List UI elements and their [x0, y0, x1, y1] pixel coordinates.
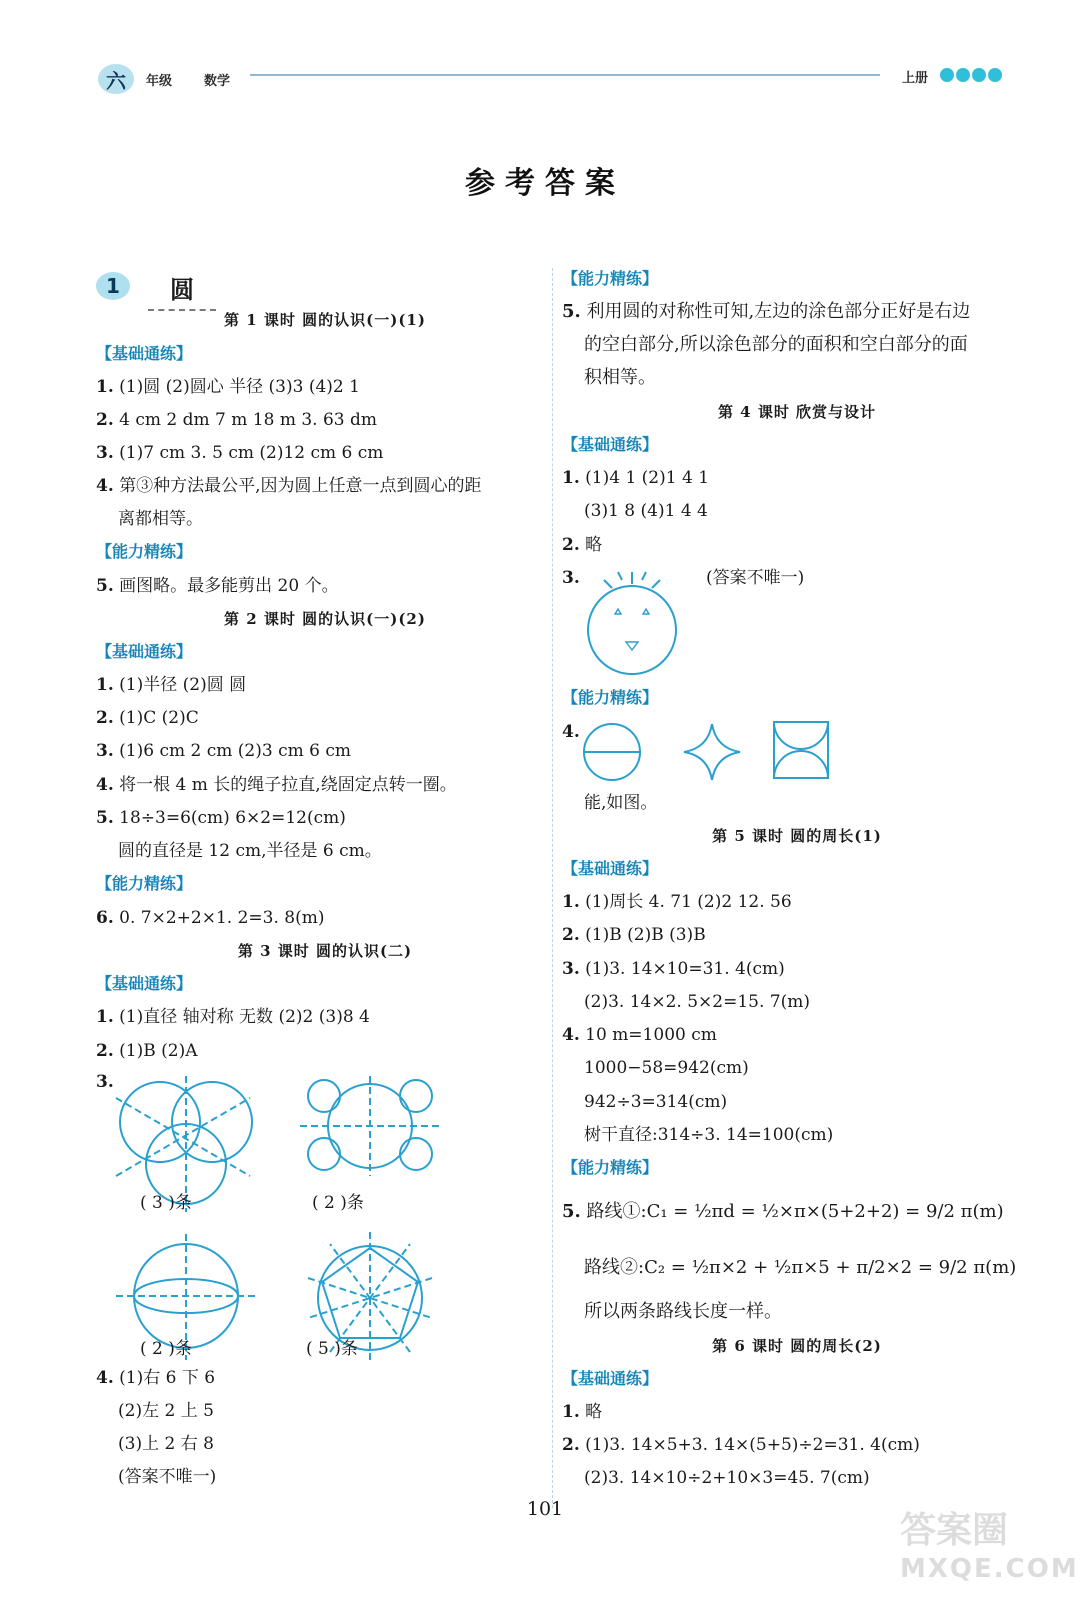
- answer-line: [96, 574, 339, 598]
- answer-text: 树干直径:314÷3. 14=100(cm): [584, 1125, 834, 1145]
- answer-text: 利用圆的对称性可知,左边的涂色部分正好是右边: [586, 301, 971, 322]
- answer-line: [96, 739, 351, 763]
- section-basic: 【基础通练】: [562, 435, 659, 454]
- answer-text: (答案不唯一): [118, 1467, 217, 1487]
- watermark-text: 答案圈: [900, 1510, 1009, 1551]
- answer-text: (1)周长 4. 71 (2)2 12. 56: [585, 892, 792, 912]
- answer-text: 0. 7×2+2×1. 2=3. 8(m): [119, 908, 325, 928]
- answer-text: 10 m=1000 cm: [585, 1025, 717, 1045]
- section-heading: 【基础通练】: [96, 642, 193, 661]
- answer-text: 画图略。最多能剪出 20 个。: [119, 576, 339, 596]
- q-number: 2.: [96, 1041, 114, 1061]
- answer-text: (1)B (2)A: [119, 1041, 198, 1061]
- five-circles-figure: [300, 1076, 442, 1176]
- volume-label: 上册: [902, 71, 929, 86]
- watermark-url: MXQE.COM: [900, 1554, 1079, 1584]
- answer-text: 1000−58=942(cm): [584, 1058, 749, 1078]
- answer-text: 的空白部分,所以涂色部分的面积和空白部分的面: [584, 334, 968, 355]
- q-number: 2.: [562, 925, 580, 945]
- answer-line: [96, 1039, 198, 1063]
- fig3-number: 3.: [96, 1072, 114, 1092]
- answer-line: [96, 1432, 214, 1456]
- q-number: 1.: [96, 377, 114, 397]
- section-heading: 【能力精练】: [96, 874, 193, 893]
- answer-line: [96, 375, 360, 399]
- answer-line: [96, 1465, 216, 1489]
- answer-text: (3)上 2 右 8: [118, 1434, 214, 1454]
- answer-line: [96, 1399, 214, 1423]
- header-rule: [250, 74, 880, 76]
- q-number: 4.: [562, 1025, 580, 1045]
- answer-line: [96, 1005, 370, 1029]
- watermark-logo: [900, 1512, 1079, 1588]
- q-number: 2.: [96, 410, 114, 430]
- answer-text: 4 cm 2 dm 7 m 18 m 3. 63 dm: [119, 410, 378, 430]
- grade-badge: 六: [98, 64, 134, 94]
- answer-text: (1)直径 轴对称 无数 (2)2 (3)8 4: [119, 1007, 370, 1027]
- symmetry-figures: [110, 1076, 530, 1376]
- answer-text: 18÷3=6(cm) 6×2=12(cm): [119, 808, 346, 828]
- q-number: 3.: [562, 568, 580, 588]
- grade-label: 年级: [146, 74, 173, 89]
- q-number: 5.: [96, 808, 114, 828]
- answer-text: (2)3. 14×10÷2+10×3=45. 7(cm): [584, 1468, 870, 1488]
- answer-text: (1)圆 (2)圆心 半径 (3)3 (4)2 1: [119, 377, 360, 397]
- unit-title: 圆: [148, 270, 216, 311]
- answer-line: [96, 408, 377, 432]
- answer-line: [96, 773, 457, 797]
- answer-text: (1)半径 (2)圆 圆: [119, 675, 247, 695]
- answer-text: (1)7 cm 3. 5 cm (2)12 cm 6 cm: [119, 443, 384, 463]
- section-ability-3: 【能力精练】: [562, 1158, 659, 1177]
- answer-text: 积相等。: [584, 367, 656, 388]
- formula-route-1: 路线①:C₁ = ½πd = ½×π×(5+2+2) = 9/2 π(m): [586, 1201, 1004, 1222]
- answer-line: [96, 441, 383, 465]
- page-number: 101: [526, 1498, 564, 1520]
- q-number: 5.: [562, 1201, 581, 1222]
- section-basic: 【基础通练】: [562, 1369, 659, 1388]
- q-number: 5.: [562, 301, 581, 322]
- answer-text: (3)1 8 (4)1 4 4: [584, 501, 708, 521]
- fig3-caption-1: ( 3 )条: [140, 1193, 192, 1213]
- answer-line: [562, 957, 785, 981]
- q-number: 4.: [96, 1368, 114, 1388]
- section-heading: 【基础通练】: [96, 974, 193, 993]
- answer-note: (答案不唯一): [706, 568, 805, 588]
- q-number: 2.: [562, 1435, 580, 1455]
- answer-line: [562, 1056, 749, 1080]
- answer-line: [562, 1466, 870, 1490]
- page-title: 参考答案: [465, 166, 625, 201]
- answer-line: [96, 806, 346, 830]
- section-basic: 【基础通练】: [562, 859, 659, 878]
- q-number: 3.: [562, 959, 580, 979]
- section-heading: 【能力精练】: [96, 542, 193, 561]
- section-ability-1: 【能力精练】: [562, 269, 659, 288]
- answer-text: 能,如图。: [584, 793, 658, 813]
- answer-line: [562, 1090, 727, 1114]
- q-number: 2.: [96, 708, 114, 728]
- answer-text: 942÷3=314(cm): [584, 1092, 728, 1112]
- answer-line: [562, 923, 706, 947]
- q-number: 1.: [96, 675, 114, 695]
- answer-text: (1)6 cm 2 cm (2)3 cm 6 cm: [119, 741, 351, 761]
- q-number: 4.: [96, 775, 114, 795]
- q-number: 1.: [562, 468, 580, 488]
- answer-text: 圆的直径是 12 cm,半径是 6 cm。: [118, 841, 382, 861]
- q-number: 1.: [96, 1007, 114, 1027]
- lesson-heading: 第 5 课时 圆的周长(1): [712, 827, 882, 845]
- answer-line: [96, 1366, 215, 1390]
- lesson-heading: 第 6 课时 圆的周长(2): [712, 1337, 882, 1355]
- section-ability-2: 【能力精练】: [562, 688, 659, 707]
- section-heading: 【基础通练】: [96, 344, 193, 363]
- lesson-heading: 第 4 课时 欣赏与设计: [717, 403, 877, 421]
- q-number: 3.: [96, 443, 114, 463]
- answer-line: [96, 673, 246, 697]
- subject-label: 数学: [204, 74, 231, 89]
- face-drawing: [582, 566, 692, 676]
- q-number: 1.: [562, 1402, 580, 1422]
- answer-text: 略: [585, 1402, 603, 1422]
- answer-text: (1)3. 14×5+3. 14×(5+5)÷2=31. 4(cm): [585, 1435, 920, 1455]
- q-number: 3.: [96, 741, 114, 761]
- q-number: 4.: [562, 722, 580, 742]
- fig3-caption-3: ( 2 )条: [140, 1339, 192, 1359]
- answer-line: [96, 906, 324, 930]
- answer-line: [96, 474, 482, 498]
- answer-line: [562, 1123, 833, 1147]
- lesson-heading: 第 2 课时 圆的认识(一)(2): [224, 610, 426, 628]
- answer-text: (2)3. 14×2. 5×2=15. 7(m): [584, 992, 810, 1012]
- answer-text: 离都相等。: [118, 509, 203, 529]
- answer-text: 将一根 4 m 长的绳子拉直,绕固定点转一圈。: [119, 775, 457, 795]
- answer-text: 所以两条路线长度一样。: [584, 1301, 782, 1322]
- answer-text: (2)左 2 上 5: [118, 1401, 214, 1421]
- q-number: 5.: [96, 576, 114, 596]
- fig3-caption-2: ( 2 )条: [312, 1193, 364, 1213]
- answer-text: (1)4 1 (2)1 4 1: [585, 468, 710, 488]
- design-figures: [582, 718, 842, 784]
- answer-text: (1)C (2)C: [119, 708, 199, 728]
- answer-line: [562, 1433, 920, 1457]
- answer-line: [562, 890, 792, 914]
- answer-text: (1)B (2)B (3)B: [585, 925, 706, 945]
- q-number: 1.: [562, 892, 580, 912]
- q-number: 4.: [96, 476, 114, 496]
- answer-text: 略: [585, 535, 603, 555]
- column-divider: [552, 268, 553, 1508]
- q-number: 2.: [562, 535, 580, 555]
- fig3-caption-4: ( 5 )条: [306, 1339, 358, 1359]
- answer-text: (1)右 6 下 6: [119, 1368, 216, 1388]
- unit-number-badge: 1: [96, 272, 130, 300]
- answer-line: [562, 990, 810, 1014]
- answer-line: [562, 1400, 602, 1424]
- header-dots: [940, 68, 1002, 82]
- lesson-heading: 第 1 课时 圆的认识(一)(1): [224, 311, 426, 329]
- answer-text: 第③种方法最公平,因为圆上任意一点到圆心的距: [119, 476, 482, 496]
- answer-line: [562, 1023, 717, 1047]
- answer-line: [96, 706, 199, 730]
- answer-text: (1)3. 14×10=31. 4(cm): [585, 959, 785, 979]
- q-number: 6.: [96, 908, 114, 928]
- formula-route-2: 路线②:C₂ = ½π×2 + ½π×5 + π/2×2 = 9/2 π(m): [584, 1257, 1017, 1278]
- lesson-heading: 第 3 课时 圆的认识(二): [237, 942, 413, 960]
